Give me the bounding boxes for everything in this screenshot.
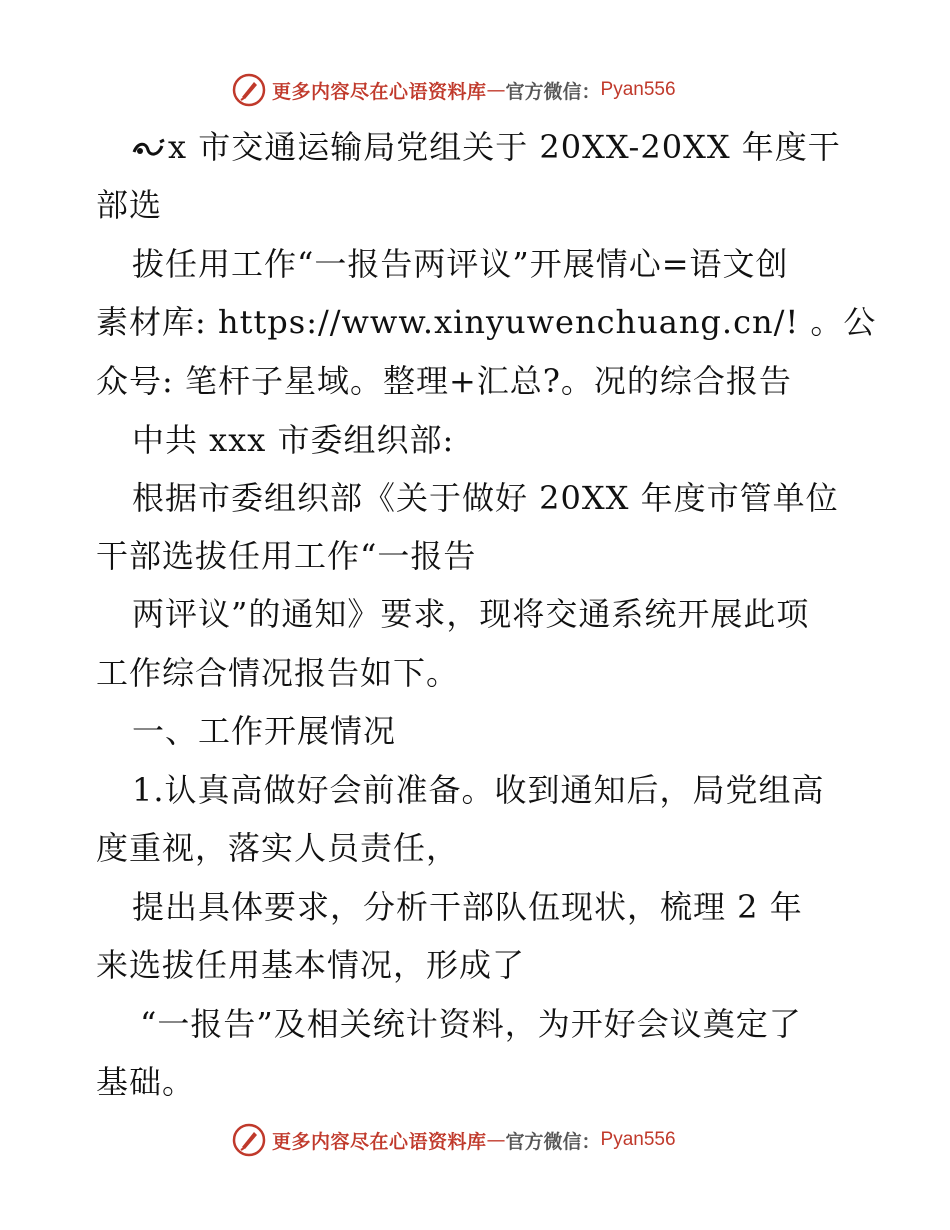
swash-ornament-icon bbox=[132, 136, 166, 160]
body-line-3: 两评议”的通知》要求，现将交通系统开展此项 bbox=[132, 595, 810, 633]
banner-wechat-id: Pyan556 bbox=[600, 79, 676, 100]
banner-library-text: 更多内容尽在心语资料库 bbox=[272, 80, 487, 103]
quill-seal-icon bbox=[232, 73, 266, 107]
title-line-2: 部选 bbox=[96, 186, 163, 224]
body-line-5: 1.认真高做好会前准备。收到通知后，局党组高 bbox=[132, 771, 825, 809]
header-banner bbox=[232, 72, 712, 108]
addressee: 中共 xxx 市委组织部: bbox=[132, 421, 455, 459]
banner-wechat-label: 官方微信： bbox=[505, 1130, 601, 1153]
banner-wechat-id: Pyan556 bbox=[600, 1129, 676, 1150]
body-line-4: 工作综合情况报告如下。 bbox=[96, 654, 460, 692]
body-line-6: 度重视，落实人员责任， bbox=[96, 829, 460, 867]
title-line-1-text: x 市交通运输局党组关于 20XX-20XX 年度干 bbox=[168, 128, 841, 166]
body-line-7: 提出具体要求，分析干部队伍现状，梳理 2 年 bbox=[132, 888, 803, 926]
title-line-5: 众号: 笔杆子星域。整理+汇总?。况的综合报告 bbox=[96, 362, 792, 400]
banner-dash: — bbox=[486, 79, 506, 101]
banner-library-text: 更多内容尽在心语资料库 bbox=[272, 1130, 487, 1153]
quill-seal-icon bbox=[232, 1123, 266, 1157]
section-heading: 一、工作开展情况 bbox=[132, 712, 397, 750]
title-line-4: 素材库: https://www.xinyuwenchuang.cn/! 。公 bbox=[96, 303, 877, 341]
body-line-10: 基础。 bbox=[96, 1063, 196, 1101]
banner-dash: — bbox=[486, 1129, 506, 1151]
banner-wechat-label: 官方微信： bbox=[505, 80, 601, 103]
body-line-9: “一报告”及相关统计资料，为开好会议奠定了 bbox=[140, 1005, 802, 1043]
body-line-1: 根据市委组织部《关于做好 20XX 年度市管单位 bbox=[132, 479, 839, 517]
title-line-1 bbox=[132, 127, 886, 167]
body-line-8: 来选拔任用基本情况，形成了 bbox=[96, 946, 526, 984]
footer-banner bbox=[232, 1122, 712, 1158]
title-line-3: 拔任用工作“一报告两评议”开展情心=语文创 bbox=[132, 245, 789, 283]
body-line-2: 干部选拔任用工作“一报告 bbox=[96, 537, 477, 575]
